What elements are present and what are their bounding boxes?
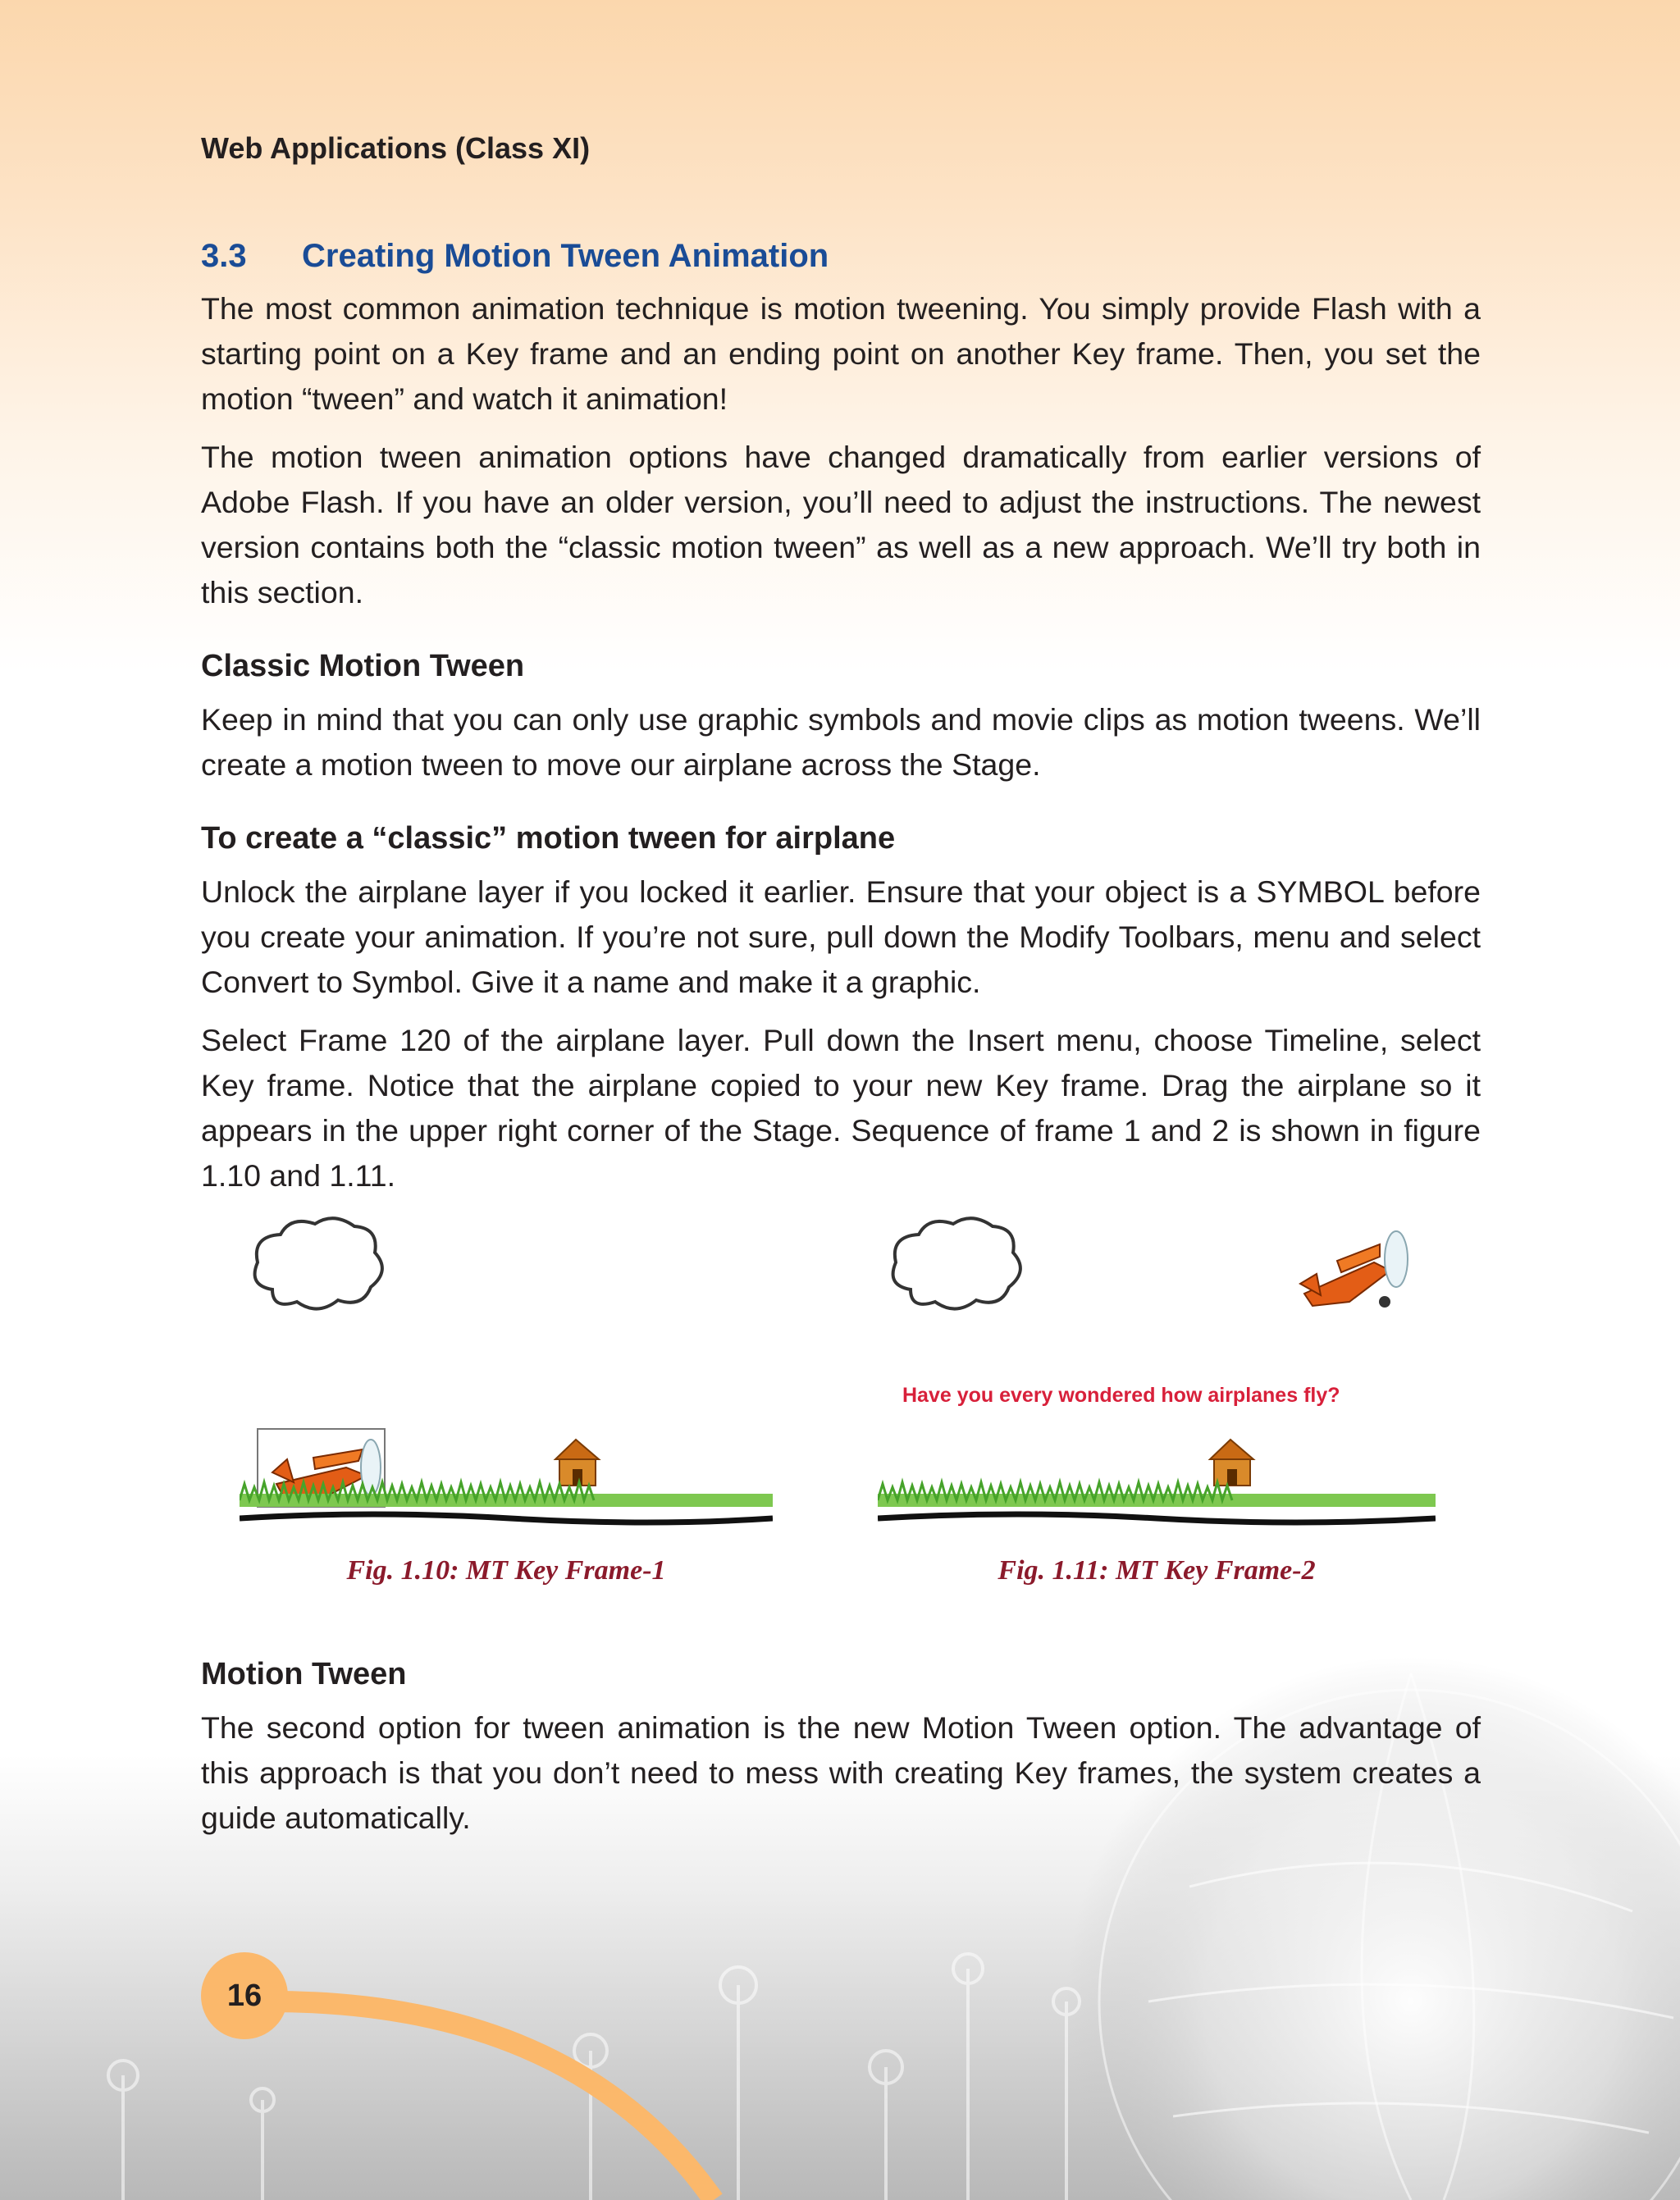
subheading-create-classic-tween: To create a “classic” motion tween for airplane bbox=[201, 821, 896, 856]
section-title: Creating Motion Tween Animation bbox=[302, 238, 829, 274]
running-header: Web Applications (Class XI) bbox=[201, 131, 591, 165]
paragraph: The second option for tween animation is the new Motion Tween option. The advantage of this approach is that you don’t need to mess with creating Key frames, the system creates a guide automatically. bbox=[201, 1710, 1481, 1835]
motion-tween-section bbox=[201, 1655, 1481, 1841]
figure-image bbox=[240, 1212, 773, 1540]
paragraph: The most common animation technique is motion tweening. You simply provide Flash with a starting point on a Key frame and an ending point on another Key frame. Then, you set the motion “tween” and watch it animation! bbox=[201, 291, 1481, 416]
page-number-badge: 16 bbox=[201, 1952, 288, 2039]
subheading-motion-tween: Motion Tween bbox=[201, 1657, 407, 1691]
figure-1-10 bbox=[240, 1212, 773, 1586]
figure-image bbox=[878, 1212, 1436, 1540]
section-number: 3.3 bbox=[201, 238, 247, 274]
paragraph: The motion tween animation options have changed dramatically from earlier versions of Adobe Flash. If you have an older version, you’ll need to adjust the instructions. The newest version contains both the “classic motion tween” as well as a new approach. We’ll try both in this section. bbox=[201, 440, 1481, 609]
figure-caption: Fig. 1.10: MT Key Frame-1 bbox=[346, 1555, 666, 1586]
paragraph: Unlock the airplane layer if you locked it earlier. Ensure that your object is a SYMBOL before you create your animation. If you’re not sure, pull down the Modify Toolbars, menu and select Convert to Symbol. Give it a name and make it a graphic. bbox=[201, 874, 1481, 999]
figures-row bbox=[201, 1212, 1481, 1613]
stage-text: Have you every wondered how airplanes fly? bbox=[902, 1384, 1340, 1407]
paragraph: Keep in mind that you can only use graphic symbols and movie clips as motion tweens. We’ll create a motion tween to move our airplane across the Stage. bbox=[201, 702, 1481, 782]
figure-1-11 bbox=[878, 1212, 1436, 1586]
paragraph: Select Frame 120 of the airplane layer. Pull down the Insert menu, choose Timeline, select Key frame. Notice that the airplane copied to your new Key frame. Drag the airplane so it appears in the upper right corner of the Stage. Sequence of frame 1 and 2 is shown in figure 1.10 and 1.11. bbox=[201, 1023, 1481, 1193]
page-content bbox=[201, 238, 1481, 1854]
section-heading bbox=[201, 238, 1481, 275]
subheading-classic-motion-tween: Classic Motion Tween bbox=[201, 649, 525, 683]
figure-caption: Fig. 1.11: MT Key Frame-2 bbox=[998, 1555, 1316, 1586]
